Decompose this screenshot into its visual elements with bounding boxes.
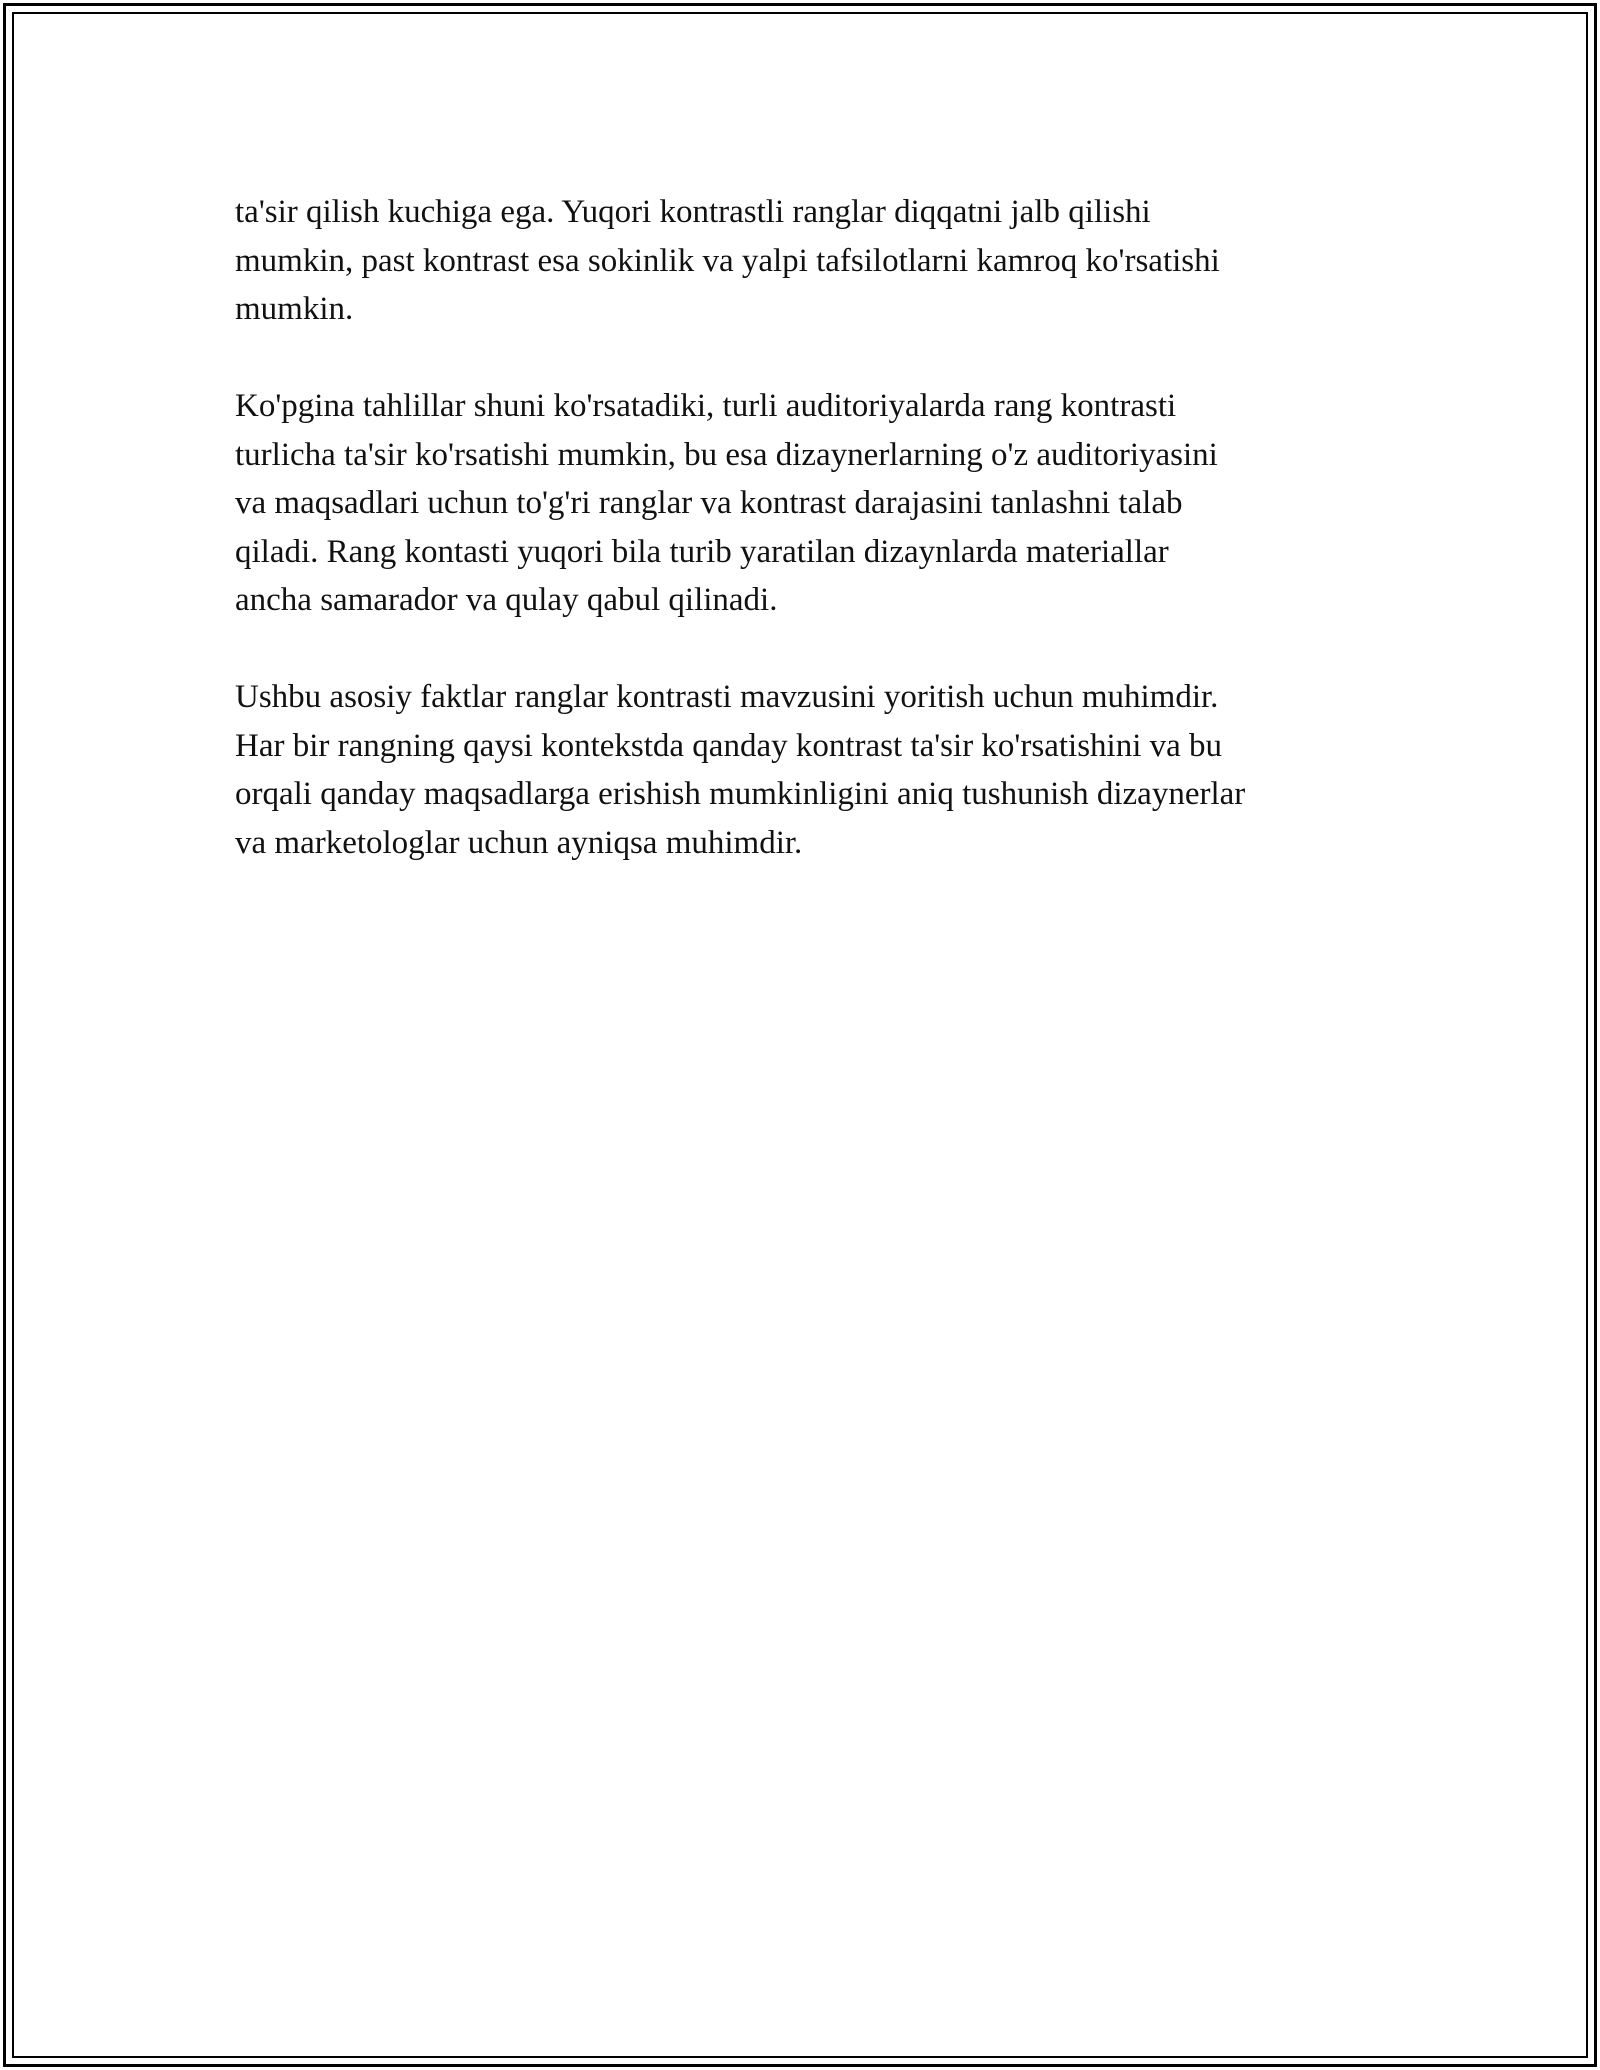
paragraph-3: Ushbu asosiy faktlar ranglar kontrasti mavzusini yoritish uchun muhimdir. Har bir rangning qaysi kontekstda qanday kontrast ta'sir ko'rsatishini va bu orqali qanday maqsadlarga erishish mumkinligini aniq tushunish dizaynerlar va marketologlar uchun ayniqsa muhimdir. [235, 679, 1246, 861]
paragraph-2: Ko'pgina tahlillar shuni ko'rsatadiki, turli auditoriyalarda rang kontrasti turlicha ta'sir ko'rsatishi mumkin, bu esa dizaynerlarning o'z auditoriyasini va maqsadlari uchun to'g'ri ranglar va kontrast darajasini tanlashni talab qiladi. Rang kontasti yuqori bila turib yaratilan dizaynlarda materiallar ancha samarador va qulay qabul qilinadi. [235, 388, 1218, 618]
document-body [235, 188, 1375, 916]
paragraph-1: ta'sir qilish kuchiga ega. Yuqori kontrastli ranglar diqqatni jalb qilishi mumkin, past kontrast esa sokinlik va yalpi tafsilotlarni kamroq ko'rsatishi mumkin. [235, 194, 1220, 327]
